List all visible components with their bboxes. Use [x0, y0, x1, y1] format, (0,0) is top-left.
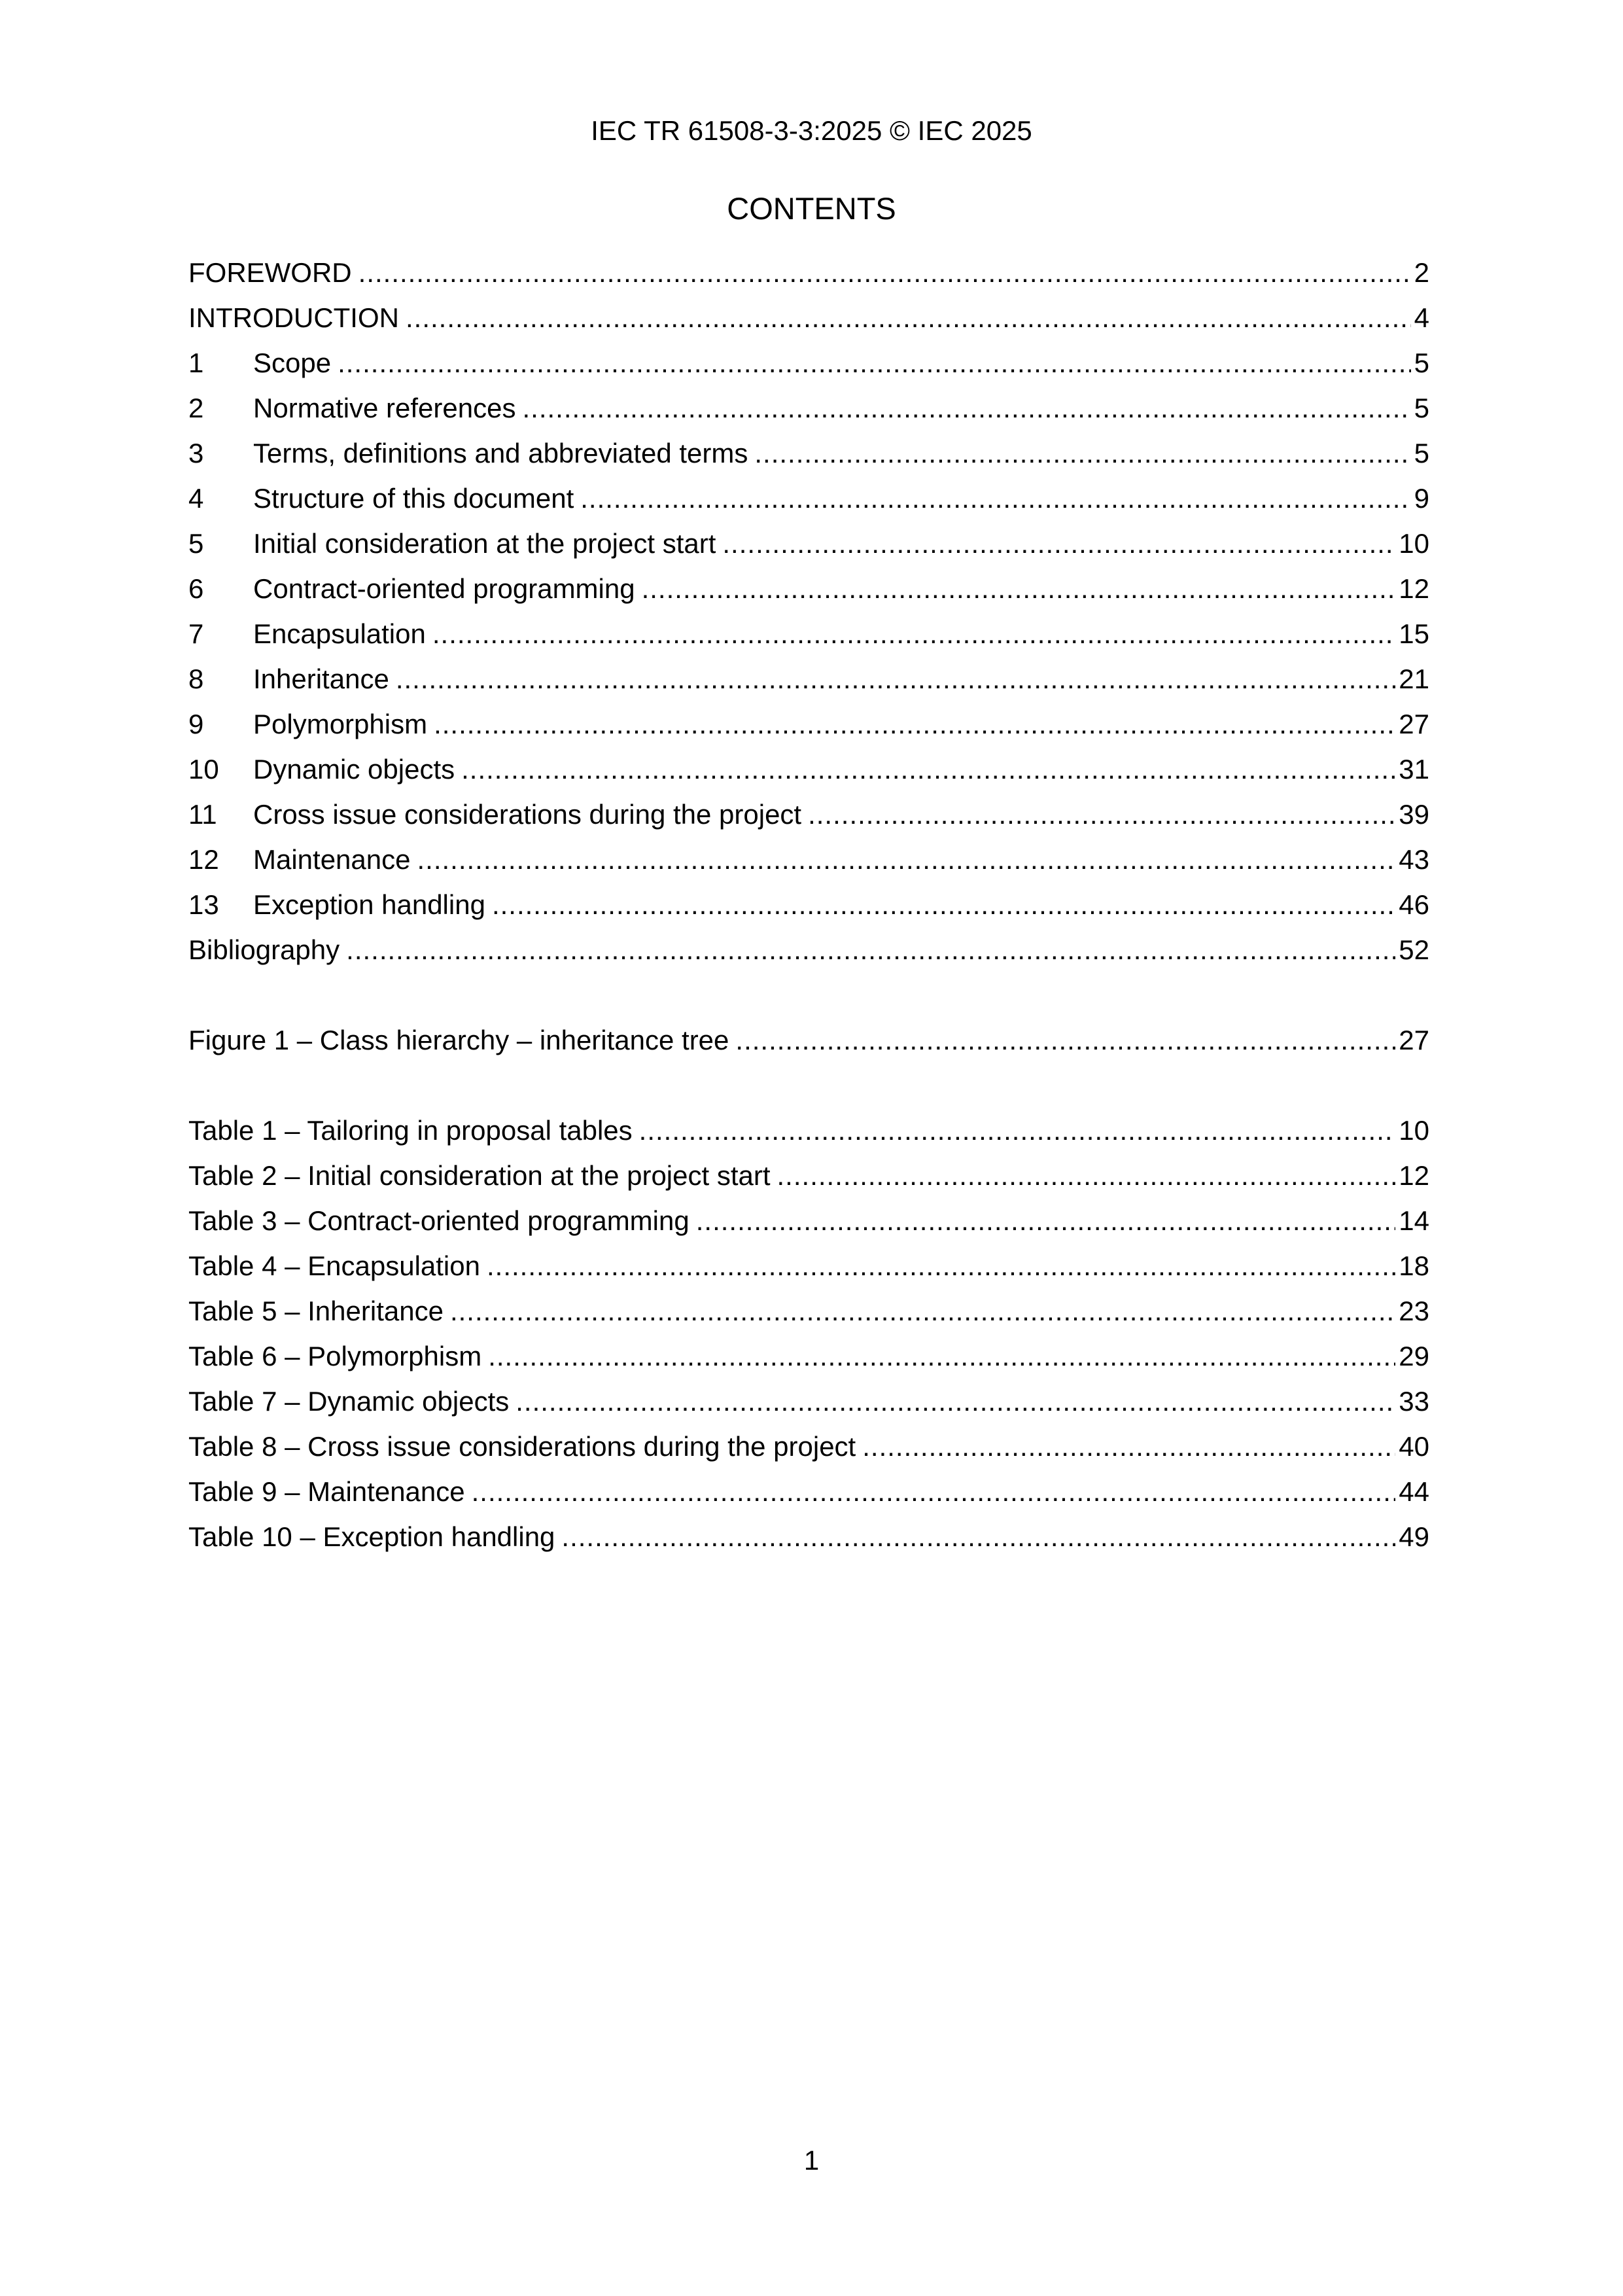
clause-number: 5 [188, 528, 204, 559]
toc-entry-page: 5 [1414, 393, 1429, 423]
dot-leader [639, 1108, 1396, 1153]
toc-entry-page: 43 [1399, 844, 1429, 875]
toc-entry-label: Dynamic objects [253, 754, 455, 785]
toc-entry-page: 52 [1399, 934, 1429, 965]
toc-entry-label: Table 9 – Maintenance [188, 1476, 465, 1507]
dot-leader [862, 1424, 1395, 1469]
clause-number: 6 [188, 573, 204, 604]
toc-entry-table [188, 1469, 1429, 1514]
toc-entry-label: Exception handling [253, 889, 485, 920]
clause-number: 8 [188, 663, 204, 694]
toc-entry-page: 18 [1399, 1250, 1429, 1281]
dot-leader [472, 1469, 1396, 1514]
dot-leader [487, 1243, 1395, 1288]
clause-number: 2 [188, 393, 204, 423]
toc-entry-page: 4 [1414, 302, 1429, 333]
toc-entry-label: Table 8 – Cross issue considerations during the project [188, 1431, 856, 1462]
toc-entry-table [188, 1243, 1429, 1288]
toc-entry-clause [188, 837, 1429, 882]
toc-entry-clause [188, 521, 1429, 566]
clause-number: 10 [188, 754, 219, 785]
dot-leader [396, 656, 1395, 701]
toc-entry-table [188, 1379, 1429, 1424]
clause-number: 9 [188, 709, 204, 739]
toc-entry-label: Table 2 – Initial consideration at the project start [188, 1160, 771, 1191]
clause-number: 12 [188, 844, 219, 875]
clause-number: 4 [188, 483, 204, 514]
toc-entry-clause [188, 431, 1429, 476]
toc-entry-label: Inheritance [253, 663, 389, 694]
table-of-contents [188, 250, 1429, 1559]
dot-leader [406, 295, 1411, 340]
toc-entry-page: 2 [1414, 257, 1429, 288]
toc-entry-clause [188, 566, 1429, 611]
dot-leader [808, 792, 1395, 837]
dot-leader [417, 837, 1396, 882]
toc-entry-figure [188, 1017, 1429, 1063]
running-header: IEC TR 61508-3-3:2025 © IEC 2025 [591, 115, 1032, 146]
toc-entry-page: 40 [1399, 1431, 1429, 1462]
toc-entry-table [188, 1153, 1429, 1198]
toc-entry-clause [188, 656, 1429, 701]
toc-entry-table [188, 1514, 1429, 1559]
toc-entry-page: 10 [1399, 528, 1429, 559]
toc-entry-label: Cross issue considerations during the project [253, 799, 802, 830]
clause-number: 7 [188, 618, 204, 649]
dot-leader [358, 250, 1411, 295]
toc-entry-label: Table 6 – Polymorphism [188, 1341, 482, 1371]
toc-entry-label: Table 1 – Tailoring in proposal tables [188, 1115, 633, 1146]
toc-entry-label: Normative references [253, 393, 516, 423]
toc-entry-page: 27 [1399, 709, 1429, 739]
toc-entry-label: Encapsulation [253, 618, 426, 649]
dot-leader [515, 1379, 1395, 1424]
contents-title: CONTENTS [727, 191, 896, 226]
toc-entry-page: 27 [1399, 1025, 1429, 1055]
clause-number: 13 [188, 889, 219, 920]
page-number: 1 [803, 2145, 820, 2176]
toc-entry-page: 12 [1399, 573, 1429, 604]
dot-leader [338, 340, 1411, 385]
dot-leader [580, 476, 1410, 521]
dot-leader [561, 1514, 1395, 1559]
toc-group-gap [188, 972, 1429, 1017]
dot-leader [522, 385, 1410, 431]
dot-leader [434, 701, 1395, 747]
dot-leader [450, 1288, 1395, 1333]
clause-number: 3 [188, 438, 204, 468]
toc-entry-page: 44 [1399, 1476, 1429, 1507]
dot-leader [432, 611, 1395, 656]
toc-entry-table [188, 1333, 1429, 1379]
toc-entry-clause [188, 701, 1429, 747]
toc-entry-label: Figure 1 – Class hierarchy – inheritance tree [188, 1025, 729, 1055]
toc-entry-page: 12 [1399, 1160, 1429, 1191]
dot-leader [777, 1153, 1396, 1198]
toc-entry-introduction [188, 295, 1429, 340]
toc-entry-clause [188, 385, 1429, 431]
toc-entry-page: 33 [1399, 1386, 1429, 1417]
toc-entry-table [188, 1198, 1429, 1243]
toc-entry-label: Table 10 – Exception handling [188, 1521, 555, 1552]
dot-leader [642, 566, 1396, 611]
toc-entry-table [188, 1108, 1429, 1153]
toc-entry-label: Bibliography [188, 934, 340, 965]
toc-entry-label: Structure of this document [253, 483, 574, 514]
toc-entry-clause [188, 882, 1429, 927]
toc-entry-label: Table 3 – Contract-oriented programming [188, 1205, 689, 1236]
clause-number: 11 [188, 799, 217, 830]
toc-entry-clause [188, 476, 1429, 521]
toc-entry-label: Table 7 – Dynamic objects [188, 1386, 510, 1417]
dot-leader [461, 747, 1395, 792]
dot-leader [722, 521, 1395, 566]
toc-entry-page: 39 [1399, 799, 1429, 830]
dot-leader [492, 882, 1395, 927]
toc-entry-label: FOREWORD [188, 257, 352, 288]
toc-entry-page: 14 [1399, 1205, 1429, 1236]
toc-entry-label: Terms, definitions and abbreviated terms [253, 438, 748, 468]
dot-leader [488, 1333, 1395, 1379]
dot-leader [696, 1198, 1396, 1243]
toc-entry-page: 21 [1399, 663, 1429, 694]
toc-entry-label: Maintenance [253, 844, 411, 875]
toc-entry-label: INTRODUCTION [188, 302, 399, 333]
toc-entry-page: 46 [1399, 889, 1429, 920]
toc-entry-page: 31 [1399, 754, 1429, 785]
toc-entry-label: Table 4 – Encapsulation [188, 1250, 480, 1281]
toc-entry-table [188, 1288, 1429, 1333]
toc-entry-page: 5 [1414, 438, 1429, 468]
dot-leader [346, 927, 1395, 972]
toc-group-gap [188, 1063, 1429, 1108]
toc-entry-clause [188, 340, 1429, 385]
toc-entry-bibliography [188, 927, 1429, 972]
toc-entry-page: 29 [1399, 1341, 1429, 1371]
toc-entry-label: Table 5 – Inheritance [188, 1296, 444, 1326]
toc-entry-page: 9 [1414, 483, 1429, 514]
toc-entry-label: Initial consideration at the project start [253, 528, 716, 559]
toc-entry-label: Scope [253, 347, 332, 378]
clause-number: 1 [188, 347, 204, 378]
toc-entry-label: Contract-oriented programming [253, 573, 635, 604]
toc-entry-page: 10 [1399, 1115, 1429, 1146]
toc-entry-page: 5 [1414, 347, 1429, 378]
toc-entry-clause [188, 747, 1429, 792]
toc-entry-page: 15 [1399, 618, 1429, 649]
dot-leader [735, 1017, 1395, 1063]
toc-entry-clause [188, 611, 1429, 656]
toc-entry-page: 49 [1399, 1521, 1429, 1552]
toc-entry-label: Polymorphism [253, 709, 428, 739]
toc-entry-table [188, 1424, 1429, 1469]
dot-leader [754, 431, 1410, 476]
toc-entry-page: 23 [1399, 1296, 1429, 1326]
toc-entry-clause [188, 792, 1429, 837]
toc-entry-foreword [188, 250, 1429, 295]
